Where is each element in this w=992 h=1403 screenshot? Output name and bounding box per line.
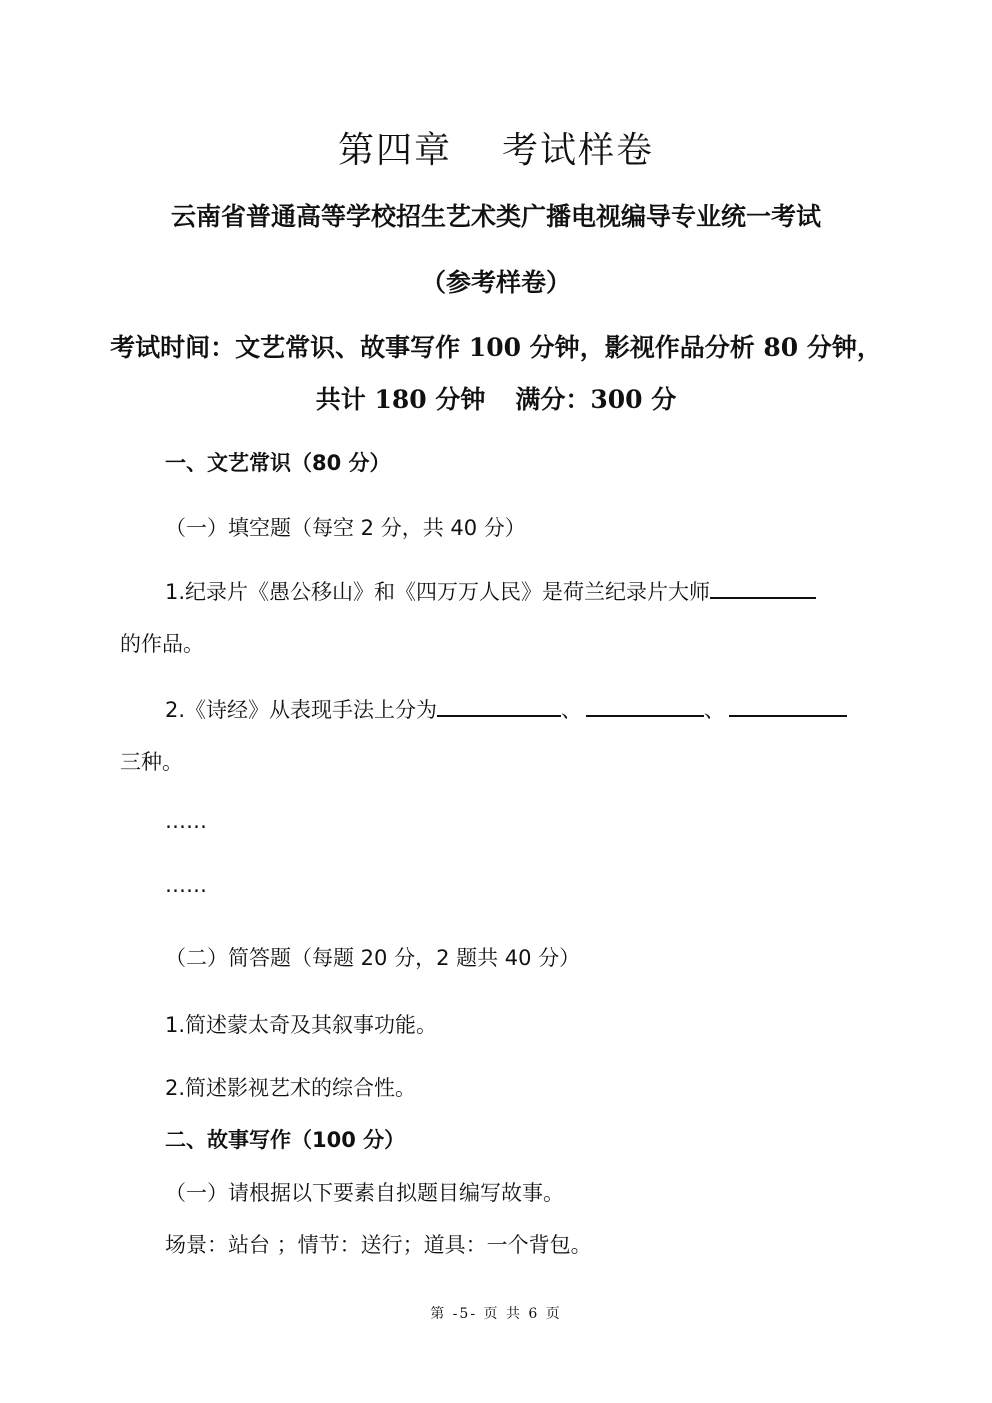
fill-blank-heading: （一）填空题（每空 2 分，共 40 分）: [165, 516, 526, 540]
short-answer-heading: （二）简答题（每题 20 分，2 题共 40 分）: [165, 946, 581, 970]
full-score: 满分：300 分: [515, 385, 677, 414]
question-1-2-continuation: 三种。: [120, 750, 183, 774]
section1-heading: 一、文艺常识（80 分）: [165, 451, 391, 475]
question-1-1: [165, 576, 816, 606]
short-answer-question-2: 2.简述影视艺术的综合性。: [165, 1076, 417, 1100]
answer-blank[interactable]: [437, 695, 561, 717]
answer-blank[interactable]: [729, 695, 847, 717]
question-1-2: [165, 694, 847, 724]
chapter-label: 第四章: [337, 130, 452, 171]
question-1-2-text: 2.《诗经》从表现手法上分为: [165, 698, 438, 722]
page-title: [0, 122, 992, 173]
exam-time-line1: 考试时间：文艺常识、故事写作 100 分钟，影视作品分析 80 分钟，: [110, 333, 882, 362]
question-1-1-text: 1.纪录片《愚公移山》和《四万万人民》是荷兰纪录片大师: [165, 580, 711, 604]
exam-subtitle: 云南省普通高等学校招生艺术类广播电视编导专业统一考试: [170, 202, 821, 231]
reference-label: （参考样卷）: [420, 268, 571, 297]
answer-blank[interactable]: [586, 695, 704, 717]
answer-blank[interactable]: [710, 577, 816, 599]
story-instruction: （一）请根据以下要素自拟题目编写故事。: [165, 1181, 564, 1205]
ellipsis: ……: [165, 809, 207, 833]
page-number: 第 -5- 页 共 6 页: [430, 1306, 562, 1322]
exam-time-line2: [0, 380, 992, 416]
total-time: 共计 180 分钟: [315, 385, 486, 414]
chapter-name: 考试样卷: [502, 130, 655, 171]
question-1-1-continuation: 的作品。: [120, 632, 204, 656]
section2-heading: 二、故事写作（100 分）: [165, 1128, 406, 1152]
separator: 、: [561, 698, 583, 722]
story-elements: 场景：站台 ；情节：送行；道具：一个背包。: [165, 1233, 592, 1257]
ellipsis: ……: [165, 873, 207, 897]
short-answer-question-1: 1.简述蒙太奇及其叙事功能。: [165, 1013, 438, 1037]
separator: 、: [704, 698, 726, 722]
